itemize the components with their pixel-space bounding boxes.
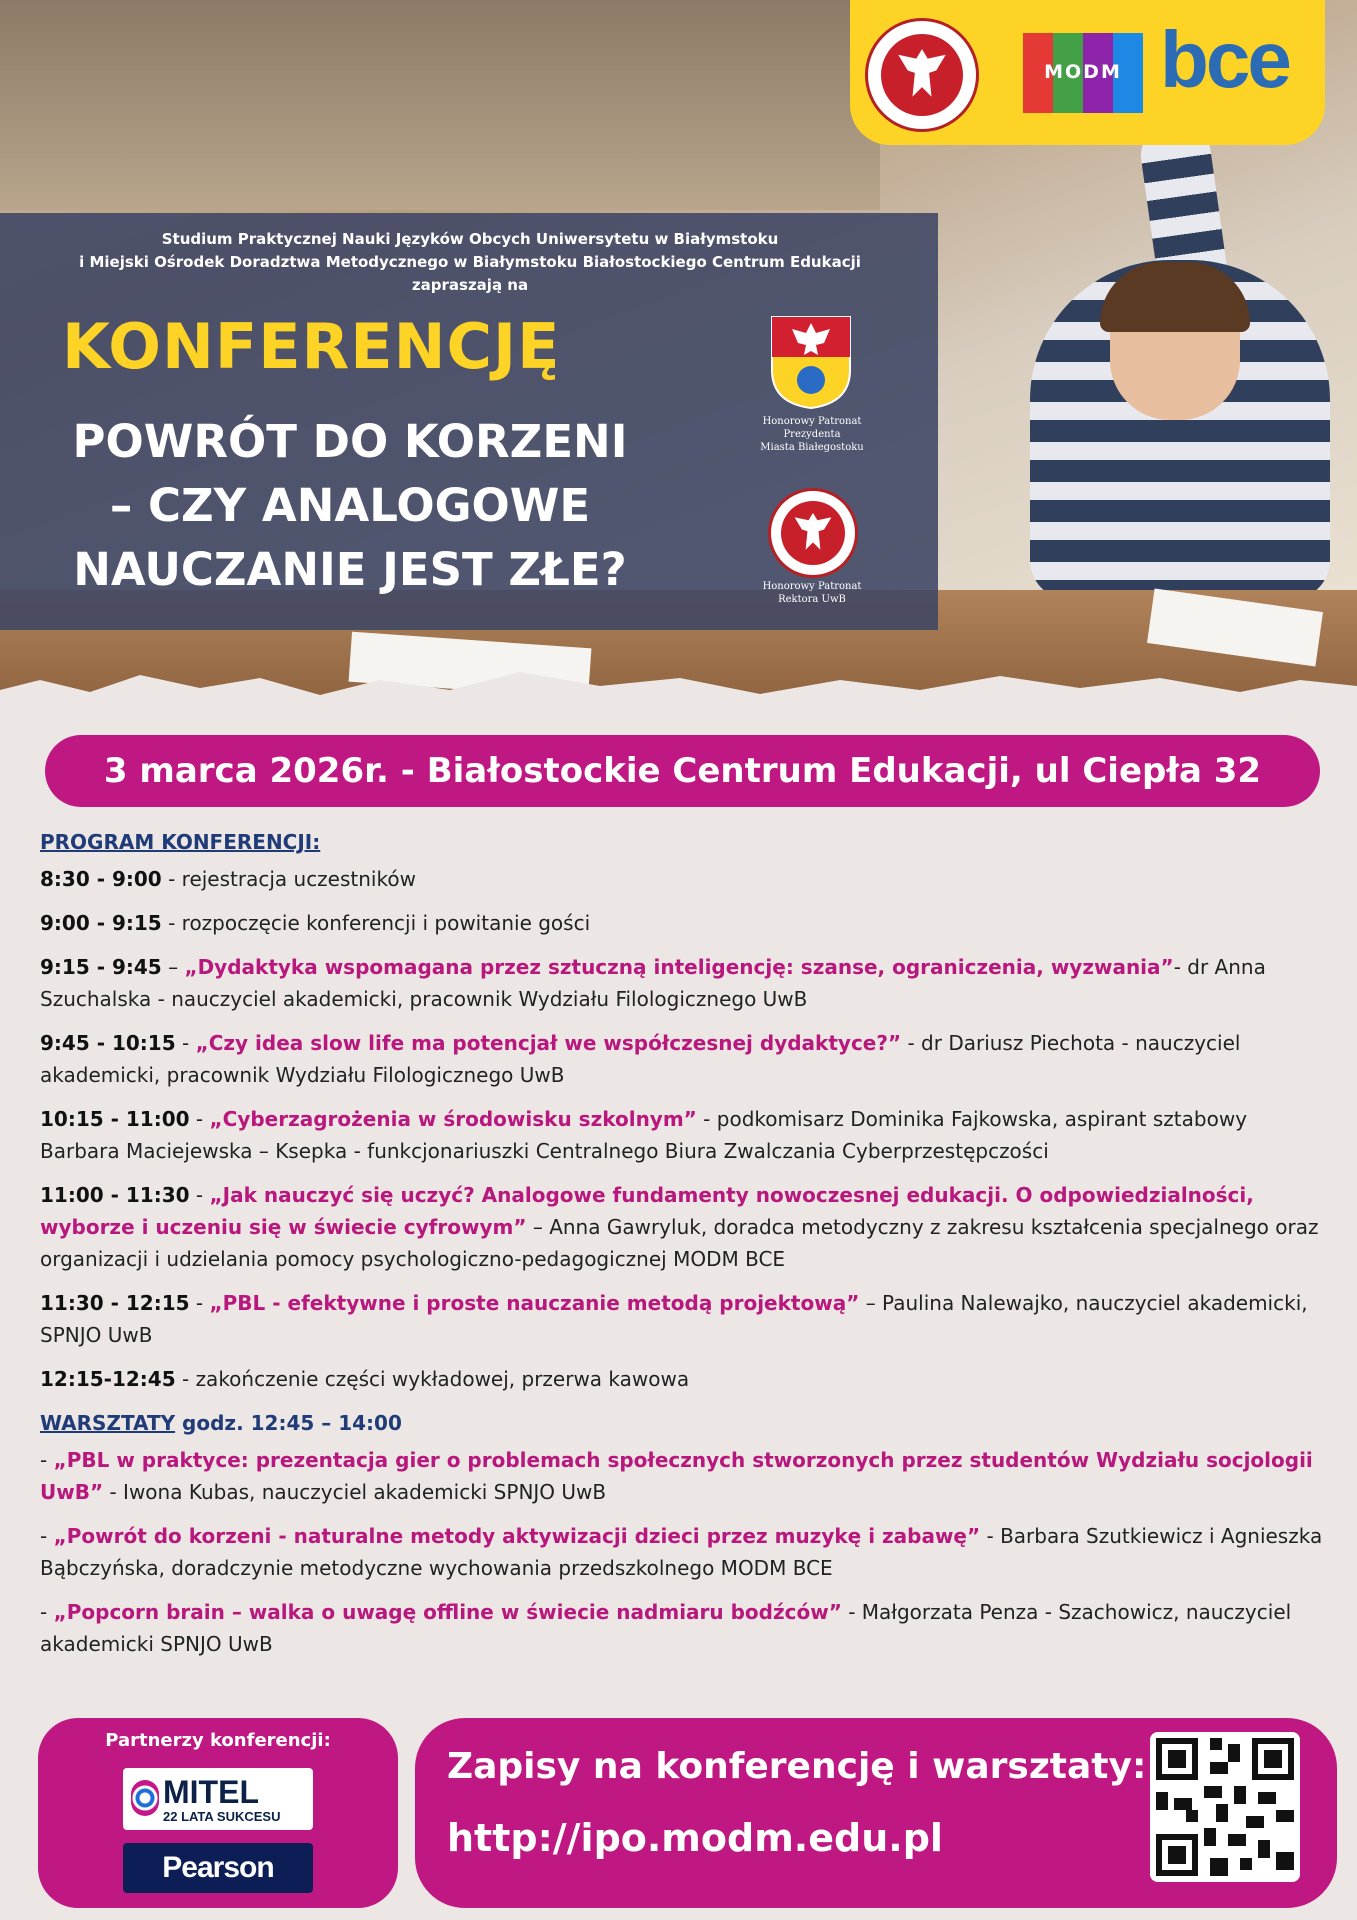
program-item: 9:15 - 9:45 – „Dydaktyka wspomagana przez sztuczną inteligencję: szanse, ograniczenia, wyzwania”- dr Anna Szuchalska - nauczyciel akademicki, pracownik Wydziału Filologicznego UwB xyxy=(40,955,1266,1011)
mitel-logo: MITEL 22 LATA SUKCESU xyxy=(123,1768,313,1830)
registration-link[interactable]: http://ipo.modm.edu.pl xyxy=(447,1816,943,1860)
program-item: 11:30 - 12:15 - „PBL - efektywne i proste nauczanie metodą projektową” – Paulina Nalewajko, nauczyciel akademicki, SPNJO UwB xyxy=(40,1291,1308,1347)
qr-code-icon[interactable] xyxy=(1150,1732,1300,1882)
university-seal-icon xyxy=(865,18,979,132)
modm-logo: MODM xyxy=(1023,33,1143,113)
bce-logo: bce xyxy=(1160,15,1289,104)
university-seal-icon xyxy=(768,488,858,578)
program-item: 8:30 - 9:00 - rejestracja uczestników xyxy=(40,867,416,891)
conference-label: KONFERENCJĘ xyxy=(62,310,561,383)
patron-city-text: Honorowy Patronat Prezydenta Miasta Białegostoku xyxy=(760,416,864,453)
conference-title: POWRÓT DO KORZENI – CZY ANALOGOWE NAUCZANIE JEST ZŁE? xyxy=(72,415,628,596)
classroom-background xyxy=(0,0,880,210)
program-heading: PROGRAM KONFERENCJI: xyxy=(40,830,321,854)
program-item: 12:15-12:45 - zakończenie części wykładowej, przerwa kawowa xyxy=(40,1367,690,1391)
patron-rector-text: Honorowy Patronat Rektora UwB xyxy=(762,581,862,605)
program-item: 11:00 - 11:30 - „Jak nauczyć się uczyć? Analogowe fundamenty nowoczesnej edukacji. O odpowiedzialności, wyborze i uczeniu się w świecie cyfrowym” – Anna Gawryluk, doradca metodyczny z zakresu kształcenia specjalnego oraz organizacji i udzielania pomocy psychologiczno-pedagogicznej MODM BCE xyxy=(40,1183,1319,1271)
city-crest-icon xyxy=(770,315,852,410)
organizers-intro: Studium Praktycznej Nauki Języków Obcych Uniwersytetu w Białymstoku i Miejski Ośrodek Doradztwa Metodycznego w Białymstoku Białostockiego Centrum Edukacji zapraszają na xyxy=(79,230,861,294)
program-section xyxy=(40,826,1330,1672)
program-item: 10:15 - 11:00 - „Cyberzagrożenia w środowisku szkolnym” - podkomisarz Dominika Fajkowska, aspirant sztabowy Barbara Maciejewska – Ksepka - funkcjonariuszki Centralnego Biura Zwalczania Cyberprzestępczości xyxy=(40,1107,1248,1163)
program-item: 9:00 - 9:15 - rozpoczęcie konferencji i powitanie gości xyxy=(40,911,591,935)
pearson-logo: Pearson xyxy=(123,1843,313,1893)
registration-box xyxy=(415,1718,1337,1908)
workshop-item: - „Popcorn brain – walka o uwagę offline w świecie nadmiaru bodźców” - Małgorzata Penza - Szachowicz, nauczyciel akademicki SPNJO UwB xyxy=(40,1600,1292,1656)
partners-box xyxy=(38,1718,398,1908)
workshops-heading: WARSZTATY godz. 12:45 – 14:00 xyxy=(40,1411,402,1435)
date-location-bar: 3 marca 2026r. - Białostockie Centrum Edukacji, ul Ciepła 32 xyxy=(45,735,1320,807)
registration-label: Zapisy na konferencję i warsztaty: xyxy=(447,1746,1147,1787)
partners-label: Partnerzy konferencji: xyxy=(105,1730,331,1751)
torn-paper-edge xyxy=(0,650,1357,710)
workshop-item: - „PBL w praktyce: prezentacja gier o problemach społecznych stworzonych przez studentów Wydziału socjologii UwB” - Iwona Kubas, nauczyciel akademicki SPNJO UwB xyxy=(40,1448,1313,1504)
mitel-icon xyxy=(131,1780,159,1816)
program-item: 9:45 - 10:15 - „Czy idea slow life ma potencjał we współczesnej dydaktyce?” - dr Dariusz Piechota - nauczyciel akademicki, pracownik Wydziału Filologicznego UwB xyxy=(40,1031,1241,1087)
workshop-item: - „Powrót do korzeni - naturalne metody aktywizacji dzieci przez muzykę i zabawę” - Barbara Szutkiewicz i Agnieszka Bąbczyńska, doradczynie metodyczne wychowania przedszkolnego MODM BCE xyxy=(40,1524,1323,1580)
